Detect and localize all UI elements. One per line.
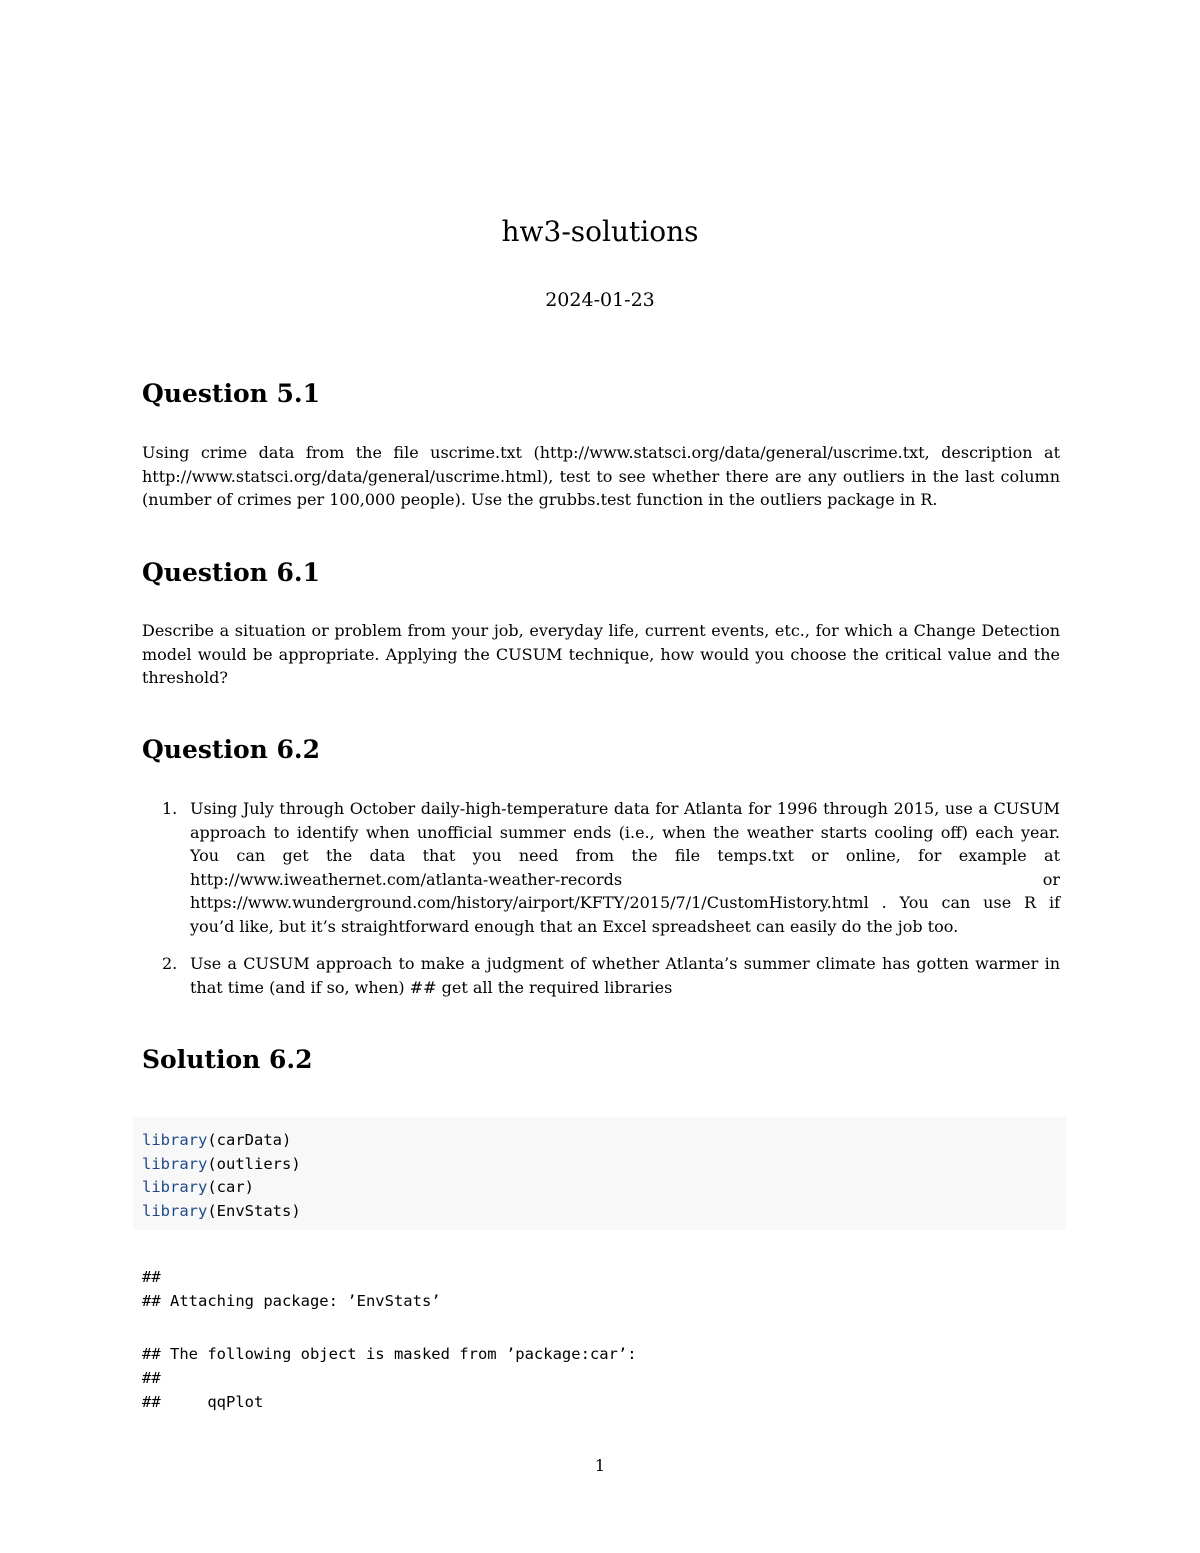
code-argument: (outliers)	[207, 1155, 301, 1173]
code-function: library	[142, 1178, 208, 1196]
document-date: 2024-01-23	[545, 289, 655, 311]
list-item-text: Using July through October daily-high-temperature data for Atlanta for 1996 through 2015, use a CUSUM approach to identify when unofficial summer ends (i.e., when the weather starts cooling off) each year. You can get the data that you need from the file temps.txt or online, for example at http://www.iweathernet.com/atlanta-weather-records or https://www.wunderground.com/history/airport/KFTY/2015/7/1/CustomHistory.html . You can use R if you’d like, but it’s straightforward enough that an Excel spreadsheet can easily do the job too.	[190, 799, 1060, 936]
code-argument: (carData)	[207, 1131, 292, 1149]
list-item	[142, 952, 1060, 999]
list-item-number: 2.	[162, 954, 178, 973]
list-item	[142, 797, 1060, 938]
question-5-1-text: Using crime data from the file uscrime.txt (http://www.statsci.org/data/general/uscrime.txt, description at http://www.statsci.org/data/general/uscrime.html), test to see whether there are any outliers in the last column (number of crimes per 100,000 people). Use the grubbs.test function in the outliers package in R.	[142, 443, 1060, 509]
code-line	[142, 1200, 301, 1224]
output-line: ##	[142, 1268, 161, 1286]
code-function: library	[142, 1131, 208, 1149]
output-line: ##	[142, 1369, 161, 1387]
code-function: library	[142, 1202, 208, 1220]
code-argument: (EnvStats)	[207, 1202, 301, 1220]
output-line: ## The following object is masked from ’package:car’:	[142, 1345, 637, 1363]
output-line: ## Attaching package: ’EnvStats’	[142, 1292, 441, 1310]
heading-question-5-1: Question 5.1	[142, 379, 321, 408]
heading-question-6-2: Question 6.2	[142, 735, 321, 764]
question-6-1-text: Describe a situation or problem from your job, everyday life, current events, etc., for which a Change Detection model would be appropriate. Applying the CUSUM technique, how would you choose the critical value and the threshold?	[142, 621, 1060, 687]
heading-question-6-1: Question 6.1	[142, 558, 321, 587]
question-6-2-list	[142, 797, 1060, 1013]
list-item-text: Use a CUSUM approach to make a judgment of whether Atlanta’s summer climate has gotten warmer in that time (and if so, when) ## get all the required libraries	[190, 954, 1060, 997]
page-number: 1	[594, 1456, 606, 1475]
heading-solution-6-2: Solution 6.2	[142, 1045, 313, 1074]
code-line	[142, 1153, 301, 1177]
code-line	[142, 1176, 254, 1200]
code-argument: (car)	[207, 1178, 254, 1196]
list-item-number: 1.	[162, 799, 178, 818]
code-function: library	[142, 1155, 208, 1173]
output-line: ## qqPlot	[142, 1393, 264, 1411]
document-title: hw3-solutions	[501, 215, 699, 248]
code-line	[142, 1129, 291, 1153]
